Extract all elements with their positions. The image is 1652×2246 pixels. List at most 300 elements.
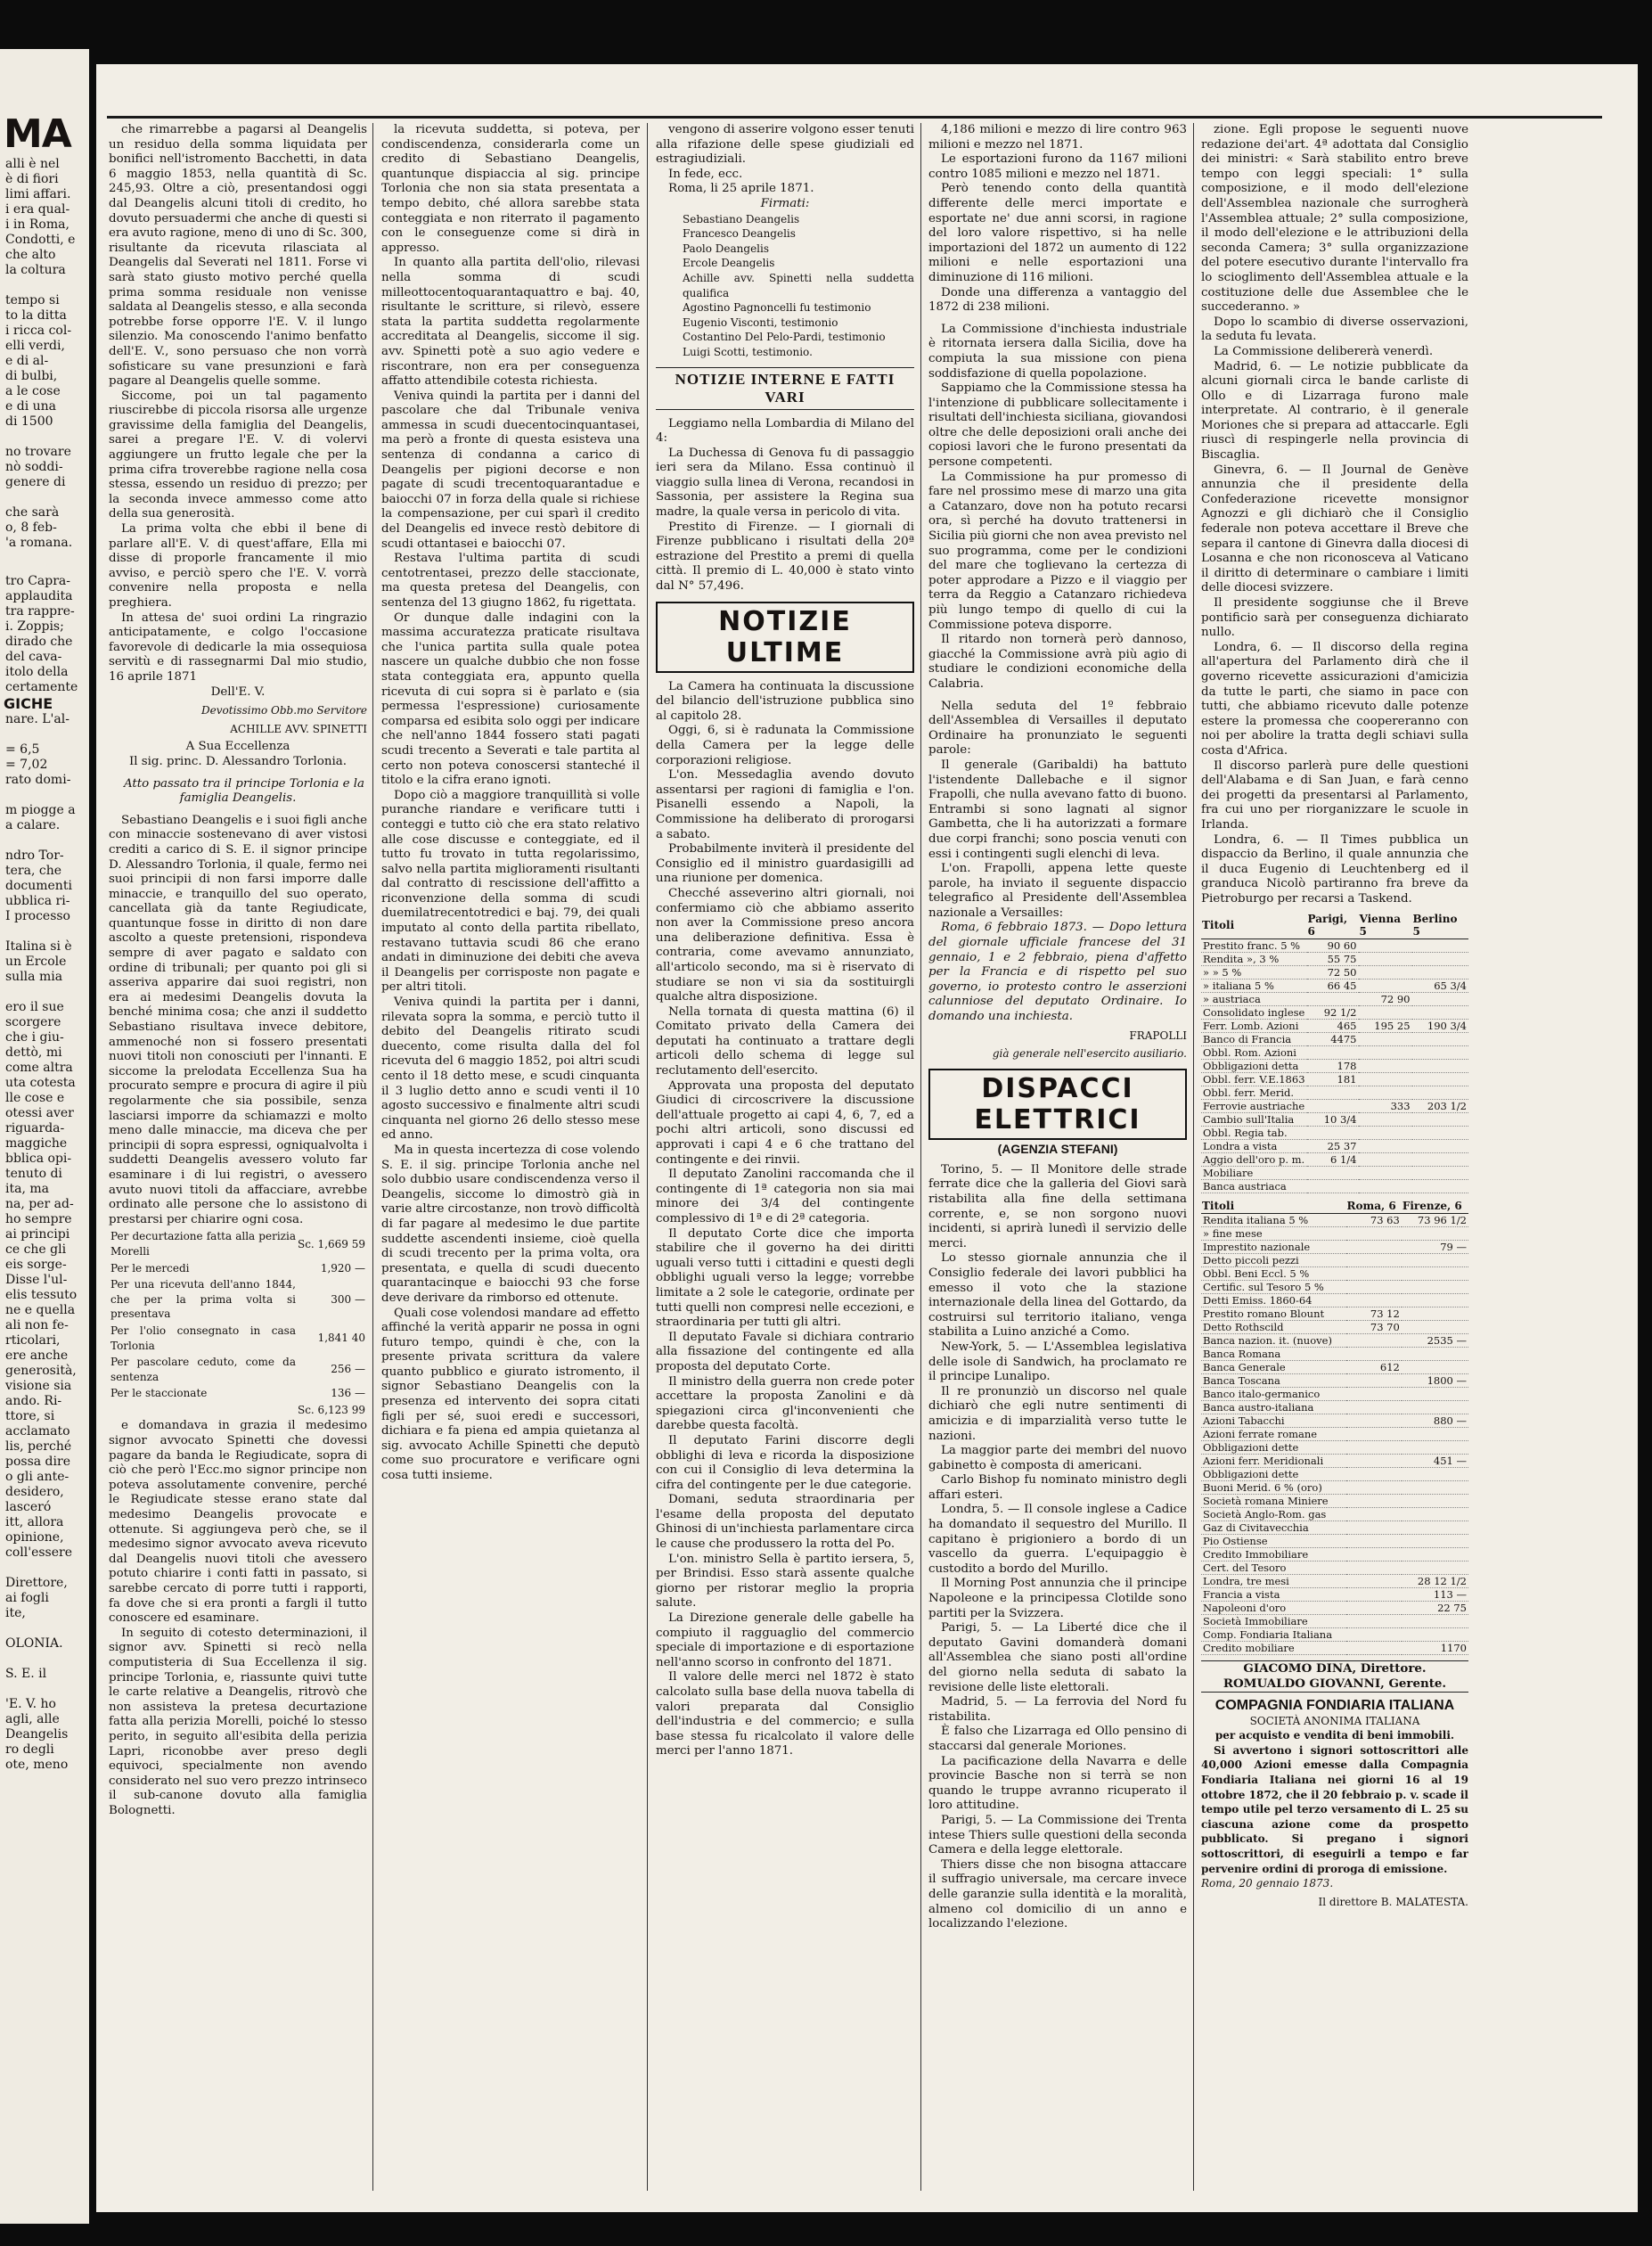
table-cell <box>1346 1468 1402 1481</box>
table-cell: 451 — <box>1402 1455 1468 1468</box>
table-cell <box>1346 1562 1402 1575</box>
table-cell: 73 12 <box>1346 1307 1402 1321</box>
signer: Luigi Scotti, testimonio. <box>683 345 813 358</box>
paragraph: Dopo ciò a maggiore tranquillità si volle puranche riandare e verificare tutti i conteggi e tutto ciò che era stato relativo alle cose discusse e conteggiate, ed il tutto fu trovato in tutta regolarissimo, salvo nella partita miglioramenti risultanti dal contratto di rescissione dell'affitto a riconvenzione della somma di scudi duemilatrecentotredici e baj. 79, dei quali imputato al conto della partita ribellato, restavano tuttavia scudi 86 che erano andati in diminuzione dei debiti che aveva il Deangelis per corrisposte non pagate e per altri titoli. <box>381 788 640 995</box>
paragraph: Ma in questa incertezza di cose volendo S. E. il sig. principe Torlonia anche nel solo dubbio usare condiscendenza verso il Deangelis, siccome lo dimostrò già in varie altre circostanze, non trovò difficoltà di far pagare al medesimo le due partite suddette ascendenti insieme, cioè quella di scudi trecento per la prima volta, ora presentata, e quella di scudi duecento quarantacinque e baiocchi 93 che forse deve derivare da rimborso ed ottenute. <box>381 1143 640 1305</box>
paragraph: New-York, 5. — L'Assemblea legislativa delle isole di Sandwich, ha proclamato re il principe Lunalipo. <box>928 1340 1187 1384</box>
table-header-row <box>1201 1199 1468 1214</box>
table-cell: » italiana 5 % <box>1201 980 1307 993</box>
table-row <box>1201 1140 1468 1153</box>
fragment-line: i ricca col- <box>5 324 72 338</box>
table-row <box>1201 1414 1468 1428</box>
fragment-line: maggiche <box>5 1136 68 1151</box>
table-cell: Detto piccoli pezzi <box>1201 1254 1346 1267</box>
paragraph: Thiers disse che non bisogna attaccare il suffragio universale, ma cercare invece delle garanzie sulla identità e la moralità, almeno col domicilio di un anno e localizzando l'elezione. <box>928 1857 1187 1931</box>
fragment-line: ite, <box>5 1606 26 1620</box>
table-cell: Azioni ferr. Meridionali <box>1201 1455 1346 1468</box>
table-row <box>1201 980 1468 993</box>
table-row <box>1201 1214 1468 1227</box>
fragment-line: Condotti, e <box>5 233 76 247</box>
table-cell <box>1412 1086 1468 1100</box>
table-cell: Cert. del Tesoro <box>1201 1562 1346 1575</box>
table-cell <box>1402 1441 1468 1455</box>
fragment-line: possa dire <box>5 1455 70 1469</box>
table-cell <box>1359 1033 1412 1046</box>
fragment-line: ndro Tor- <box>5 848 64 863</box>
fragment-line: otessi aver <box>5 1106 74 1120</box>
address-line: Il sig. princ. D. Alessandro Torlonia. <box>128 754 348 768</box>
fragment-line: a le cose <box>5 384 61 398</box>
fragment-heading: GICHE <box>4 695 53 712</box>
fragment-line: ali non fe- <box>5 1318 69 1332</box>
paragraph: Il ministro della guerra non crede poter accettare la proposta Zanolini e dà spiegazioni circa gl'inconvenienti che darebbe questa facoltà. <box>656 1374 914 1433</box>
paragraph: Prestito di Firenze. — I giornali di Firenze pubblicano i risultati della 20ª estrazione del Prestito a premi di quella città. Il premio di L. 40,000 è stato vinto dal N° 57,496. <box>656 520 914 594</box>
table-row <box>1201 1495 1468 1508</box>
paragraph: È falso che Lizarraga ed Ollo pensino di staccarsi dal generale Moriones. <box>928 1725 1187 1753</box>
fragment-line: e di una <box>5 399 57 414</box>
signature-name: ACHILLE AVV. SPINETTI <box>230 722 367 735</box>
table-cell: 22 75 <box>1402 1602 1468 1615</box>
paragraph: Sebastiano Deangelis e i suoi figli anche con minaccie sostenevano di aver vistosi crediti a carico di S. E. il signor principe D. Alessandro Torlonia, il quale, fermo nei suoi principii di non farsi imporre dalle minaccie, e tranquillo del suo operato, cancellata già da tante Regiudicate, quantunque fosse in diritto di non dare ascolto a queste pretensioni, rispondeva sempre di aver pagato e saldato con ordine di tribunali; per quanto poi gli si asseriva apparire dai suoi registri, non era ai medesimi Deangelis dovuta la benché minima cosa; che anzi il suddetto Sebastiano risultava invece debitore, ammenoché non si fossero presentati nuovi titoli non conosciuti per l'innanti. E siccome la prelodata Eccellenza Sua ha procurato sempre e procura di agire il più regolarmente che sia possibile, senza lasciarsi imporre da schiamazzi e molto meno dalle minaccie, ma diceva che per principii di sopra espressi, ogniqualvolta i suddetti Deangelis avessero voluto far esaminare i di lui registri, o avessero avuto nuovi titoli da affacciare, avrebbe ordinato alle persone che lo assistono di prestarsi per chiarire ogni cosa. <box>109 813 367 1226</box>
table-cell: Rendita », 3 % <box>1201 953 1307 966</box>
table-cell <box>1402 1428 1468 1441</box>
fragment-line: tempo si <box>5 293 60 307</box>
expense-row <box>110 1277 365 1322</box>
table-row <box>1201 1006 1468 1020</box>
fragment-line: visione sia <box>5 1379 72 1393</box>
table-cell <box>1346 1254 1402 1267</box>
paragraph: Nella tornata di questa mattina (6) il Comitato privato della Camera dei deputati ha continuato a trattare degli articoli dello schema di legge sul reclutamento dell'esercito. <box>656 1004 914 1078</box>
paragraph: Il generale (Garibaldi) ha battuto l'istendente Dallebache e il signor Frapolli, che nulla avevano fatto di buono. Entrambi si sono lagnati al signor Gambetta, che li ha autorizzati a formare due corpi franchi; sono poscia venuti con essi i contingenti sugli elenchi di leva. <box>928 758 1187 861</box>
table-cell <box>1307 1046 1359 1060</box>
ad-subtitle: SOCIETÀ ANONIMA ITALIANA <box>1249 1714 1420 1727</box>
paragraph: Lo stesso giornale annunzia che il Consiglio federale dei lavori pubblici ha emesso il voto che la stazione internazionale della linea del Gottardo, da costruirsi sul territorio italiano, venga stabilita a Luino anziché a Como. <box>928 1251 1187 1340</box>
fragment-line: è di fiori <box>5 172 59 186</box>
expense-row <box>110 1355 365 1384</box>
paragraph: La Commissione ha pur promesso di fare nel prossimo mese di marzo una gita a Catanzaro, dove non ha potuto recarsi ora, sì perché ha dovuto trattenersi in Sicilia più giorni che non avea previsto nel suo programma, come per le condizioni del mare che toglievano la certezza di poter approdare a Pizzo e il viaggio per terra da Reggio a Catanzaro richiedeva più lungo tempo di quello di cui la Commissione poteva disporre. <box>928 470 1187 632</box>
fragment-line: ote, meno <box>5 1758 69 1772</box>
paragraph: In quanto alla partita dell'olio, rilevasi nella somma di scudi milleottocentoquarantaquattro e baj. 40, risultante le scritture, si rilevò, essere stata la partita suddetta regolarmente accreditata al Deangelis, siccome il sig. avv. Spinetti potè a suo agio vedere e riscontrare, non era per conseguenza affatto attendibile cotesta richiesta. <box>381 256 640 389</box>
table-cell <box>1346 1414 1402 1428</box>
table-cell: Banca Toscana <box>1201 1374 1346 1388</box>
column-header: Parigi, 6 <box>1307 912 1359 939</box>
fragment-line: che alto <box>5 248 56 262</box>
table-cell <box>1346 1588 1402 1602</box>
fragment-line: itolo della <box>5 665 69 679</box>
expense-label: Per l'olio consegnato in casa Torlonia <box>110 1324 296 1352</box>
fragment-line: elis tessuto <box>5 1288 78 1302</box>
expense-row <box>110 1386 365 1401</box>
paragraph: L'on. Frapolli, appena lette queste parole, ha inviato il seguente dispaccio telegrafico al Presidente dell'Assemblea nazionale a Versailles: <box>928 862 1187 920</box>
table-cell <box>1359 980 1412 993</box>
table-cell: Consolidato inglese <box>1201 1006 1307 1020</box>
fragment-line: un Ercole <box>5 955 67 969</box>
table-cell: Obbligazioni dette <box>1201 1441 1346 1455</box>
table-row <box>1201 1254 1468 1267</box>
table-cell: 178 <box>1307 1060 1359 1073</box>
masthead-director: GIACOMO DINA, Direttore. <box>1201 1660 1468 1676</box>
paragraph: Roma, 6 febbraio 1873. — Dopo lettura del giornale ufficiale francese del 31 gennaio, 1 e 2 febbraio, piena d'affetto per la Francia e di rispetto pel suo governo, io protesto contro le asserzioni calunniose del deputato Ordinaire. Io domando una inchiesta. <box>928 921 1187 1024</box>
table-row <box>1201 1113 1468 1127</box>
table-row <box>1201 1548 1468 1562</box>
table-row <box>1201 1481 1468 1495</box>
table-row <box>1201 1046 1468 1060</box>
table-row <box>1201 1020 1468 1033</box>
fragment-text-3 <box>0 712 89 1773</box>
table-cell <box>1346 1241 1402 1254</box>
fragment-line: nò soddi- <box>5 460 63 474</box>
fragment-line <box>0 924 89 939</box>
column-1 <box>109 123 367 2191</box>
signature-line: già generale nell'esercito ausiliario. <box>992 1047 1187 1061</box>
fragment-line: e di al- <box>5 354 49 368</box>
table-cell: Buoni Merid. 6 % (oro) <box>1201 1481 1346 1495</box>
expense-value: 136 — <box>331 1387 365 1400</box>
paragraph: Londra, 5. — Il console inglese a Cadice ha domandato il sequestro del Murillo. Il capitano è prigioniero a bordo di un vascello da guerra. L'equipaggio è custodito a bordo del Murillo. <box>928 1503 1187 1576</box>
signers-heading: Firmati: <box>760 196 810 210</box>
fragment-line: tro Capra- <box>5 574 70 588</box>
table-cell: 2535 — <box>1402 1334 1468 1348</box>
table-cell <box>1412 939 1468 953</box>
paragraph: Quali cose volendosi mandare ad effetto affinché la verità apparir ne possa in ogni futuro tempo, quindi è che, con la presente privata scrittura da valere quanto pubblico e giurato istromento, il signor Sebastiano Deangelis con la presenza ed intervento dei sopra citati figli per sé, suoi eredi e successori, dichiara e fa piena ed ampia quietanza al sig. avvocato Achille Spinetti che deputò come suo procuratore e verificare ogni cosa tutti insieme. <box>381 1306 640 1483</box>
paragraph: In attesa de' suoi ordini La ringrazio anticipatamente, e colgo l'occasione favorevole di dedicarle la mia ossequiosa servitù e di rassegnarmi Dal mio studio, 16 aprile 1871 <box>109 611 367 684</box>
column-divider <box>1193 123 1194 2191</box>
fragment-line: ita, ma <box>5 1182 49 1196</box>
stock-quotes-table-paris <box>1201 912 1468 1193</box>
fragment-line: lle cose e <box>5 1091 65 1105</box>
signature-name: FRAPOLLI <box>1129 1029 1187 1042</box>
table-cell <box>1359 953 1412 966</box>
expense-value: Sc. 1,669 59 <box>297 1237 365 1250</box>
table-cell <box>1359 1153 1412 1167</box>
paragraph: vengono di asserire volgono esser tenuti alla rifazione delle spese giudiziali ed estragiudiziali. <box>656 123 914 167</box>
paragraph: la ricevuta suddetta, si poteva, per condiscendenza, considerarla come un credito di Sebastiano Deangelis, quantunque dispiaccia al sig. principe Torlonia che non sia stata presentata a tempo debito, ché allora sarebbe stata conteggiata e non riterrato il pagamento con le conseguenze come si dirà in appresso. <box>381 123 640 255</box>
fragment-line: acclamato <box>5 1424 70 1439</box>
table-row <box>1201 1575 1468 1588</box>
expense-value: 300 — <box>331 1292 365 1306</box>
fragment-line: = 7,02 <box>5 758 48 772</box>
table-cell: 6 1/4 <box>1307 1153 1359 1167</box>
table-row <box>1201 1241 1468 1254</box>
table-cell <box>1412 1073 1468 1086</box>
table-cell <box>1402 1508 1468 1521</box>
fragment-line: ho sempre <box>5 1212 72 1226</box>
expense-value: 1,841 40 <box>317 1332 365 1345</box>
table-row <box>1201 1348 1468 1361</box>
table-cell: 181 <box>1307 1073 1359 1086</box>
signer: Achille avv. Spinetti nella suddetta qualifica <box>683 271 914 299</box>
table-row <box>1201 966 1468 980</box>
fragment-line: itt, allora <box>5 1515 64 1529</box>
table-cell: Prestito romano Blount <box>1201 1307 1346 1321</box>
table-row <box>1201 1321 1468 1334</box>
table-cell: » austriaca <box>1201 993 1307 1006</box>
fragment-line: dettò, mi <box>5 1045 62 1060</box>
fragment-line <box>0 1621 89 1636</box>
signer: Eugenio Visconti, testimonio <box>683 316 838 329</box>
table-cell: Rendita italiana 5 % <box>1201 1214 1346 1227</box>
table-row <box>1201 1267 1468 1281</box>
table-cell <box>1412 966 1468 980</box>
fragment-line: lis, perché <box>5 1439 72 1454</box>
table-cell: 203 1/2 <box>1412 1100 1468 1113</box>
table-cell: Società Immobiliare <box>1201 1615 1346 1628</box>
table-cell: 25 37 <box>1307 1140 1359 1153</box>
table-row <box>1201 1642 1468 1655</box>
table-cell <box>1346 1294 1402 1307</box>
ad-place: Roma, 20 gennaio 1873. <box>1201 1877 1334 1890</box>
table-cell <box>1402 1615 1468 1628</box>
fragment-line: ai principi <box>5 1227 70 1242</box>
table-cell: Banca austro-italiana <box>1201 1401 1346 1414</box>
table-cell <box>1402 1254 1468 1267</box>
top-rule <box>107 116 1602 119</box>
table-cell <box>1402 1281 1468 1294</box>
fragment-line: to la ditta <box>5 308 67 323</box>
table-cell: Comp. Fondiaria Italiana <box>1201 1628 1346 1642</box>
fragment-line: scorgere <box>5 1015 61 1029</box>
table-cell <box>1359 1006 1412 1020</box>
table-cell: » fine mese <box>1201 1227 1346 1241</box>
table-cell <box>1346 1521 1402 1535</box>
table-cell <box>1359 1086 1412 1100</box>
table-cell <box>1402 1361 1468 1374</box>
fragment-line: tra rappre- <box>5 604 75 619</box>
table-cell <box>1346 1548 1402 1562</box>
table-cell <box>1346 1615 1402 1628</box>
paragraph: Il re pronunziò un discorso nel quale dichiarò che egli nutre sentimenti di amicizia e di imparzialità verso tutte le nazioni. <box>928 1384 1187 1443</box>
table-cell: 28 12 1/2 <box>1402 1575 1468 1588</box>
expense-label: Per pascolare ceduto, come da sentenza <box>110 1356 296 1383</box>
paragraph: Il ritardo non tornerà però dannoso, giacché la Commissione avrà più agio di studiare le condizioni economiche della Calabria. <box>928 633 1187 691</box>
fragment-title: MA <box>4 111 71 157</box>
paragraph: Probabilmente inviterà il presidente del Consiglio ed il ministro guardasigilli ad una riunione per domenica. <box>656 842 914 886</box>
table-cell: Mobiliare <box>1201 1167 1307 1180</box>
fragment-line: certamente <box>5 680 78 694</box>
column-header: Firenze, 6 <box>1402 1199 1468 1214</box>
table-row <box>1201 1455 1468 1468</box>
column-header: Titoli <box>1201 912 1307 939</box>
expense-value: 256 — <box>331 1363 365 1376</box>
fragment-line: che sarà <box>5 505 60 520</box>
table-row <box>1201 1127 1468 1140</box>
fragment-line: i. Zoppis; <box>5 619 64 634</box>
paragraph: Or dunque dalle indagini con la massima accuratezza praticate risultava che l'unica partita sulla quale potea nascere un qualche dubbio che non fosse stata conteggiata era, appunto quella ricevuta di cui sopra si è parlato e (sia permessa l'espressione) curiosamente comparsa ed esibita solo oggi per indicare che nell'anno 1844 fossero stati pagati scudi trecento a Severati e tale partita al certo non poteva conoscersi stanteché il titolo e la cifra erano ignoti. <box>381 611 640 788</box>
table-cell <box>1346 1267 1402 1281</box>
expense-row <box>110 1229 365 1258</box>
fragment-line: a calare. <box>5 818 61 832</box>
table-cell: Azioni Tabacchi <box>1201 1414 1346 1428</box>
table-cell: Obbligazioni dette <box>1201 1468 1346 1481</box>
table-cell: 113 — <box>1402 1588 1468 1602</box>
table-row <box>1201 1227 1468 1241</box>
paragraph: Però tenendo conto della quantità differente delle merci importate e esportate ne' due anni scorsi, in ragione del loro valore rispettivo, si ha nelle importazioni del 1872 un aumento di 122 milioni e nelle esportazioni una diminuzione di 116 milioni. <box>928 182 1187 284</box>
table-cell <box>1346 1374 1402 1388</box>
fragment-line: riguarda- <box>5 1121 65 1135</box>
table-cell <box>1412 953 1468 966</box>
column-divider <box>372 123 373 2191</box>
table-cell <box>1402 1535 1468 1548</box>
paragraph: La prima volta che ebbi il bene di parlare all'E. V. di quest'affare, Ella mi disse di proporle francamente il mio avviso, e perciò spero che l'E. V. vorrà convenire nella proposta e nella preghiera. <box>109 522 367 610</box>
fragment-text-2 <box>0 574 89 695</box>
expense-label: Per una ricevuta dell'anno 1844, che per la prima volta si presentava <box>110 1278 296 1321</box>
paragraph: La maggior parte dei membri del nuovo gabinetto è composta di americani. <box>928 1444 1187 1472</box>
table-cell <box>1402 1401 1468 1414</box>
fragment-line: elli verdi, <box>5 339 65 353</box>
table-row <box>1201 1073 1468 1086</box>
fragment-line <box>0 833 89 848</box>
paragraph: che rimarrebbe a pagarsi al Deangelis un residuo della somma liquidata per bonifici nell'istromento Bacchetti, in data 6 maggio 1853, nella quantità di Sc. 245,93. Oltre a ciò, presentandosi oggi dal Deangelis alcuni titoli di credito, ho dovuto persuadermi che anche di questi si era avuto ragione, meno di uno di Sc. 300, risultante da ricevuta rilasciata al Deangelis dal Severati nel 1811. Forse vi sarà stato giusto motivo perché quella prima somma residuale non venisse saldata al Deangelis stesso, e alla seconda potrebbe forse opporre l'E. V. il lungo silenzio. Ma conoscendo l'animo benfatto dell'E. V., sono persuaso che non vorrà sofisticare su vane presunzioni e farà pagare al Deangelis quelle somme. <box>109 123 367 389</box>
table-cell <box>1412 1033 1468 1046</box>
table-cell <box>1412 993 1468 1006</box>
table-row <box>1201 1388 1468 1401</box>
table-row <box>1201 1401 1468 1414</box>
signer: Costantino Del Pelo-Pardi, testimonio <box>683 331 886 344</box>
table-cell <box>1402 1548 1468 1562</box>
paragraph: Il Morning Post annunzia che il principe Napoleone e la principessa Clotilde sono partiti per la Svizzera. <box>928 1577 1187 1620</box>
paragraph: Il deputato Farini discorre degli obblighi di leva e ricorda la disposizione con cui il Consiglio di leva determina la cifra del contingente per le due categorie. <box>656 1433 914 1492</box>
expense-row <box>110 1324 365 1353</box>
table-cell <box>1402 1628 1468 1642</box>
table-cell: Banca Romana <box>1201 1348 1346 1361</box>
table-cell <box>1412 1046 1468 1060</box>
fragment-line: ero il sue <box>5 1000 64 1014</box>
table-cell: 79 — <box>1402 1241 1468 1254</box>
fragment-line: rticolari, <box>5 1333 61 1348</box>
paragraph: Il valore delle merci nel 1872 è stato calcolato sulla base della nuova tabella di valori preparata dal Consiglio dell'industria e del commercio; e sulla base stessa fu ricalcolato il valore delle merci per l'anno 1871. <box>656 1670 914 1758</box>
paragraph: La Commissione d'inchiesta industriale è ritornata iersera dalla Sicilia, dove ha compiuta la sua missione con piena soddisfazione di quella popolazione. <box>928 322 1187 381</box>
table-cell <box>1346 1628 1402 1642</box>
table-cell: Obbl. Rom. Azioni <box>1201 1046 1307 1060</box>
table-cell <box>1346 1642 1402 1655</box>
table-cell: Azioni ferrate romane <box>1201 1428 1346 1441</box>
fragment-line: coll'essere <box>5 1545 72 1560</box>
table-cell: Obbl. ferr. V.E.1863 <box>1203 1073 1305 1086</box>
paragraph: Il deputato Zanolini raccomanda che il contingente di 1ª categoria non sia mai minore dei 3/4 del contingente complessivo di 1ª e di 2ª categoria. <box>656 1168 914 1225</box>
table-cell <box>1402 1468 1468 1481</box>
table-cell: 73 96 1/2 <box>1402 1214 1468 1227</box>
adjacent-page-fragment <box>0 49 89 2224</box>
paragraph: e domandava in grazia il medesimo signor avvocato Spinetti che dovessi pagare da banda le Regiudicate, sopra di ciò che però l'Ecc.mo signor principe non poteva assolutamente convenire, perché le Regiudicate stesse erano state dal medesimo Deangelis provocate e ottenute. Si aggiungeva però che, se il medesimo signor avvocato aveva ricevuto dal Deangelis nuovi titoli che avessero potuto chiarire i conti fatti in passato, si sarebbe cercato di porre tutti i rapporti, fa dove che si era pronti a fargli il tutto conoscere ed esaminare. <box>109 1419 367 1626</box>
table-cell: Cambio sull'Italia <box>1201 1113 1307 1127</box>
ad-title: COMPAGNIA FONDIARIA ITALIANA <box>1214 1697 1455 1713</box>
paragraph: Il presidente soggiunse che il Breve pontificio sarà per conseguenza dichiarato nullo. <box>1201 596 1468 640</box>
paragraph: Checché asseverino altri giornali, noi confermiamo ciò che abbiamo asserito non aver la Commissione preso ancora una deliberazione definitiva. Essa è contraria, come avevamo annunziato, all'articolo secondo, ma si è riservato di studiare se non vi sia da sostituirgli qualche altra disposizione. <box>656 886 914 1004</box>
paragraph: Veniva quindi la partita per i danni, rilevata sopra la somma, e perciò tutto il debito del Deangelis ritirato scudi duecento, come risulta dalla del fol ricevuta del 6 maggio 1852, poi altri scudi cento il 18 detto mese, e scudi cinquanta il 3 luglio detto anno e scudi venti il 10 agosto successivo e finalmente altri scudi cinquanta nel giorno 26 dello stesso mese ed anno. <box>381 996 640 1143</box>
table-cell <box>1307 1167 1359 1180</box>
fragment-line: o gli ante- <box>5 1470 70 1484</box>
ad-text: Si avvertono i signori sottoscrittori alle 40,000 Azioni emesse dalla Compagnia Fondiaria Italiana nei giorni 16 al 19 ottobre 1872, che il 20 febbraio p. v. scade il tempo utile pel terzo versamento di L. 25 su ciascuna azione come da prospetto pubblicato. Si pregano i signori sottoscrittori, di eseguirli a tempo e far pervenire ordini di proroga di emissione. <box>1201 1743 1468 1875</box>
paragraph: Londra, 6. — Il Times pubblica un dispaccio da Berlino, il quale annunzia che il duca Eugenio di Leuchtenberg ed il granduca Nicolò partiranno fra breve da Pietroburgo per recarsi a Taskend. <box>1201 832 1468 906</box>
table-row <box>1201 1468 1468 1481</box>
paragraph: Il discorso parlerà pure delle questioni dell'Alabama e di San Juan, e farà cenno dei progetti da presentarsi al Parlamento, fra cui uno per riorganizzare le scuole in Irlanda. <box>1201 758 1468 832</box>
paragraph: La pacificazione della Navarra e delle provincie Basche non si terrà se non quando le truppe avranno ricuperato il loro attitudine. <box>928 1754 1187 1813</box>
fragment-line: no trovare <box>5 445 71 459</box>
table-cell <box>1346 1334 1402 1348</box>
table-cell: 1170 <box>1402 1642 1468 1655</box>
signer: Ercole Deangelis <box>683 257 775 270</box>
paragraph: Madrid, 5. — La ferrovia del Nord fu ristabilita. <box>928 1695 1187 1724</box>
fragment-line: ttore, si <box>5 1409 55 1423</box>
fragment-line: lasceró <box>5 1500 52 1514</box>
fragment-line <box>0 1561 89 1576</box>
fragment-line <box>0 788 89 803</box>
table-cell: Londra, tre mesi <box>1201 1575 1346 1588</box>
table-cell: 465 <box>1307 1020 1359 1033</box>
table-row <box>1201 1361 1468 1374</box>
fragment-line: Disse l'ul- <box>5 1273 68 1287</box>
paragraph: zione. Egli propose le seguenti nuove redazione dei'art. 4ª adottata dal Consiglio dei ministri: « Sarà stabilito entro breve tempo con leggi speciali: 1° sulla composizione, e il modo dell'elezione dell'Assemblea nazionale che surrogherà l'Assemblea attuale; 2° sulla composizione, il modo dell'elezione e le attribuzioni della seconda Camera; 3° sulla organizzazione del potere esecutivo durante l'intervallo fra lo scioglimento dell'Assemblea attuale e la costituzione delle due Assemblee che le succederanno. » <box>1201 123 1468 315</box>
table-cell <box>1402 1481 1468 1495</box>
table-row <box>1201 1086 1468 1100</box>
column-divider <box>647 123 648 2191</box>
table-cell <box>1346 1481 1402 1495</box>
table-cell: Napoleoni d'oro <box>1201 1602 1346 1615</box>
table-cell: Detto Rothscild <box>1201 1321 1346 1334</box>
table-cell: 333 <box>1359 1100 1412 1113</box>
signature-line: Dell'E. V. <box>210 684 266 699</box>
expense-value: 1,920 — <box>320 1261 365 1275</box>
table-cell: Londra a vista <box>1201 1140 1307 1153</box>
table-cell <box>1412 1167 1468 1180</box>
fragment-line: agli, alle <box>5 1712 60 1726</box>
table-cell: Certific. sul Tesoro 5 % <box>1201 1281 1346 1294</box>
table-cell <box>1412 1060 1468 1073</box>
column-header: Titoli <box>1201 1199 1346 1214</box>
table-cell: Credito mobiliare <box>1201 1642 1346 1655</box>
table-cell <box>1412 1153 1468 1167</box>
paragraph: Domani, seduta straordinaria per l'esame della proposta del deputato Ghinosi di un'inchiesta parlamentare circa le cause che produssero la rotta del Po. <box>656 1493 914 1552</box>
expense-value: Sc. 6,123 99 <box>297 1403 365 1416</box>
expense-label: Per le staccionate <box>110 1387 208 1400</box>
table-cell <box>1346 1508 1402 1521</box>
table-cell <box>1412 1140 1468 1153</box>
table-row <box>1201 1281 1468 1294</box>
fragment-line: come altra <box>5 1061 73 1075</box>
table-cell <box>1402 1294 1468 1307</box>
paragraph: Donde una differenza a vantaggio del 1872 di 238 milioni. <box>928 285 1187 315</box>
table-cell: 612 <box>1346 1361 1402 1374</box>
fragment-line: na, per ad- <box>5 1197 74 1211</box>
table-cell <box>1412 1006 1468 1020</box>
fragment-line: Direttore, <box>5 1576 68 1590</box>
fragment-line: Deangelis <box>5 1727 69 1742</box>
table-cell <box>1359 1073 1412 1086</box>
table-cell: 90 60 <box>1307 939 1359 953</box>
fragment-line <box>0 278 89 293</box>
ad-subtitle: per acquisto e vendita di beni immobili. <box>1214 1729 1455 1742</box>
table-cell: 92 1/2 <box>1307 1006 1359 1020</box>
fragment-line <box>0 985 89 1000</box>
fragment-line: desidero, <box>5 1485 64 1499</box>
table-row <box>1201 1508 1468 1521</box>
table-row <box>1201 939 1468 953</box>
table-row <box>1201 1615 1468 1628</box>
column-header: Berlino 5 <box>1412 912 1468 939</box>
fragment-line: ce che gli <box>5 1242 67 1257</box>
fragment-line: 'a romana. <box>5 536 73 550</box>
fragment-line: I processo <box>5 909 70 923</box>
fragment-line: di 1500 <box>5 414 53 429</box>
column-divider <box>920 123 921 2191</box>
expense-label: Per decurtazione fatta alla perizia Morelli <box>110 1230 296 1258</box>
ad-signature: Il direttore B. MALATESTA. <box>1318 1895 1468 1908</box>
table-cell: Ferr. Lomb. Azioni <box>1201 1020 1307 1033</box>
table-cell: 65 3/4 <box>1412 980 1468 993</box>
fragment-line <box>0 490 89 505</box>
signer: Francesco Deangelis <box>683 227 796 241</box>
fragment-line <box>0 1652 89 1667</box>
